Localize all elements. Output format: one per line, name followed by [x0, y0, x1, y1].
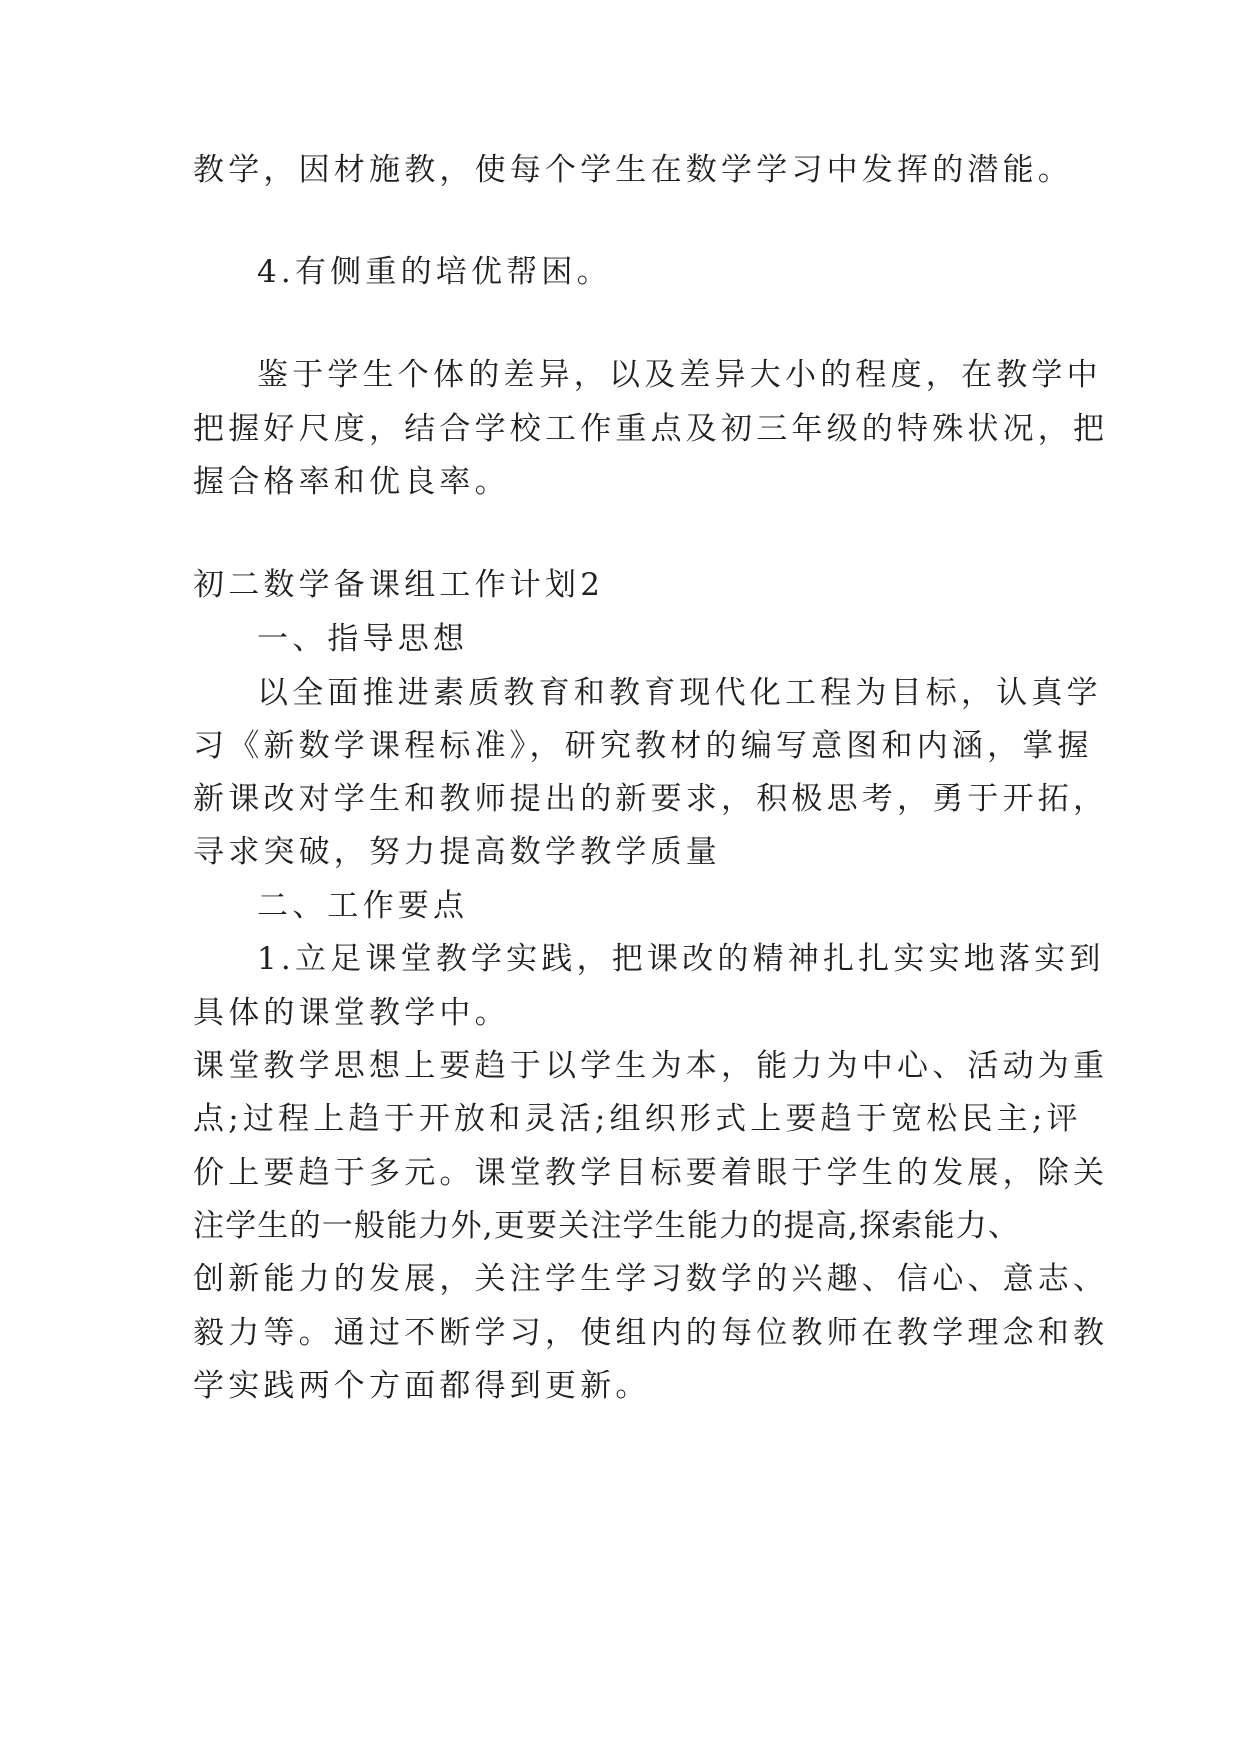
paragraph-line: 注学生的一般能力外,更要关注学生能力的提高,探索能力、: [193, 1208, 1021, 1244]
paragraph-line: 学实践两个方面都得到更新。: [193, 1368, 651, 1404]
paragraph-line: 握合格率和优良率。: [193, 464, 510, 500]
paragraph-line: 寻求突破，努力提高数学教学质量: [193, 834, 721, 870]
section-title: 初二数学备课组工作计划2: [193, 567, 605, 603]
list-item-heading: 4.有侧重的培优帮困。: [257, 254, 612, 290]
paragraph-line: 具体的课堂教学中。: [193, 995, 510, 1031]
paragraph-line: 点;过程上趋于开放和灵活;组织形式上要趋于宽松民主;评: [193, 1101, 1082, 1137]
paragraph-line: 鉴于学生个体的差异，以及差异大小的程度，在教学中: [257, 357, 1102, 393]
paragraph-line: 价上要趋于多元。课堂教学目标要着眼于学生的发展，除关: [193, 1155, 1109, 1191]
paragraph-line: 教学，因材施教，使每个学生在数学学习中发挥的潜能。: [193, 152, 1073, 188]
paragraph-line: 把握好尺度，结合学校工作重点及初三年级的特殊状况，把: [193, 411, 1109, 447]
paragraph-line: 毅力等。通过不断学习，使组内的每位教师在教学理念和教: [193, 1315, 1109, 1351]
paragraph-line: 新课改对学生和教师提出的新要求，积极思考，勇于开拓，: [193, 781, 1109, 817]
paragraph-line: 1.立足课堂教学实践，把课改的精神扎扎实实地落实到: [257, 941, 1105, 977]
paragraph-line: 课堂教学思想上要趋于以学生为本，能力为中心、活动为重: [193, 1048, 1109, 1084]
section-heading: 一、指导思想: [257, 621, 469, 657]
paragraph-line: 以全面推进素质教育和教育现代化工程为目标，认真学: [257, 675, 1102, 711]
paragraph-line: 习《新数学课程标准》，研究教材的编写意图和内涵，掌握: [193, 728, 1093, 764]
section-heading: 二、工作要点: [257, 888, 469, 924]
paragraph-line: 创新能力的发展，关注学生学习数学的兴趣、信心、意志、: [193, 1261, 1109, 1297]
